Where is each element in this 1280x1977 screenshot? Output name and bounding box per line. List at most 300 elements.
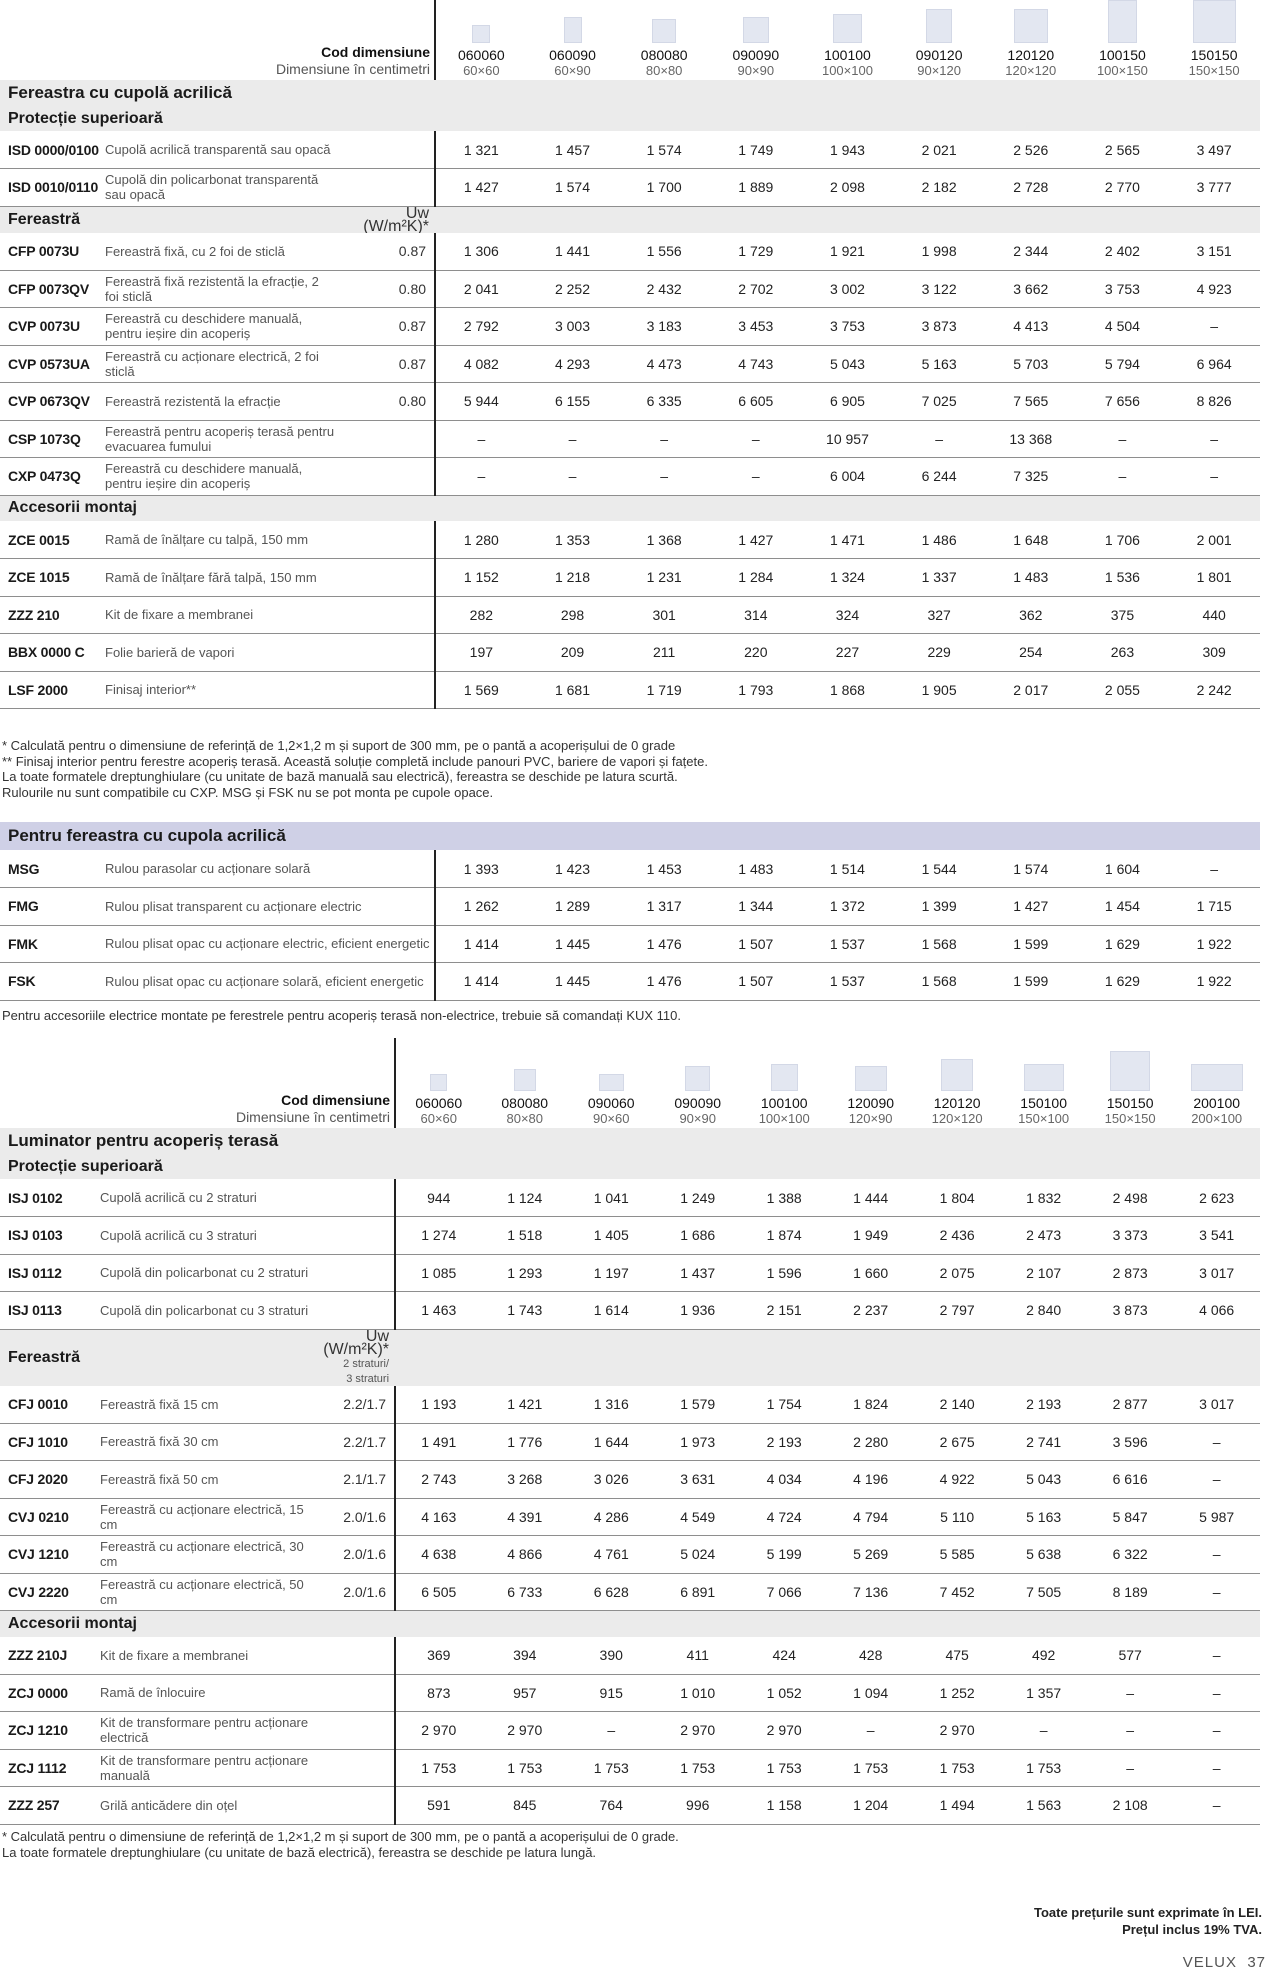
price-cell: – bbox=[618, 420, 710, 458]
uw-value: 0.80 bbox=[335, 383, 435, 421]
price-cell: 1 454 bbox=[1077, 888, 1169, 926]
product-description: Fereastră fixă, cu 2 foi de sticlă bbox=[105, 233, 335, 271]
price-cell: 1 753 bbox=[741, 1749, 827, 1787]
price-cell: 6 628 bbox=[568, 1573, 654, 1611]
price-cell: 301 bbox=[618, 596, 710, 634]
price-cell: 314 bbox=[710, 596, 802, 634]
price-cell: 3 662 bbox=[985, 270, 1077, 308]
price-cell: 428 bbox=[827, 1637, 913, 1675]
product-description: Folie barieră de vapori bbox=[105, 634, 335, 672]
price-cell: 1 753 bbox=[482, 1749, 568, 1787]
dimension-size: 90×90 bbox=[679, 1111, 716, 1126]
table-row bbox=[0, 345, 1260, 383]
price-cell: 5 110 bbox=[914, 1498, 1000, 1536]
price-cell: 2 055 bbox=[1077, 671, 1169, 709]
product-description: Fereastră cu deschidere manuală, pentru ieșire din acoperiș bbox=[105, 308, 335, 346]
price-cell: 2 017 bbox=[985, 671, 1077, 709]
price-cell: 1 357 bbox=[1000, 1674, 1086, 1712]
price-cell: – bbox=[1000, 1712, 1086, 1750]
price-cell: 3 453 bbox=[710, 308, 802, 346]
price-cell: 1 321 bbox=[435, 131, 527, 169]
price-cell: 1 574 bbox=[527, 169, 619, 207]
subsection-top-protection-title: Protecție superioară bbox=[0, 1154, 1260, 1179]
price-cell: 3 753 bbox=[802, 308, 894, 346]
price-cell: 1 604 bbox=[1077, 850, 1169, 888]
table-row bbox=[0, 925, 1260, 963]
uw-value bbox=[335, 634, 435, 672]
uw-value bbox=[335, 420, 435, 458]
price-cell: 1 041 bbox=[568, 1179, 654, 1217]
table-header-row bbox=[0, 1038, 1260, 1128]
price-cell: 2 702 bbox=[710, 270, 802, 308]
page-number: 37 bbox=[1247, 1954, 1266, 1971]
price-cell: 1 293 bbox=[482, 1254, 568, 1292]
table-row bbox=[0, 671, 1260, 709]
subsection-mounting-accessories-title: Accesorii montaj bbox=[0, 495, 1260, 521]
dimension-column bbox=[395, 1038, 481, 1128]
price-cell: 1 922 bbox=[1168, 963, 1260, 1001]
price-cell: 1 793 bbox=[710, 671, 802, 709]
price-cell: 4 724 bbox=[741, 1498, 827, 1536]
price-cell: 5 847 bbox=[1087, 1498, 1173, 1536]
table-row bbox=[0, 1179, 1260, 1217]
uw-value: 0.80 bbox=[335, 270, 435, 308]
price-cell: – bbox=[1173, 1461, 1260, 1499]
dimension-column bbox=[985, 0, 1077, 80]
product-code: FSK bbox=[0, 963, 105, 1001]
dimension-code: 080080 bbox=[501, 1095, 549, 1111]
window-size-icon bbox=[472, 25, 490, 43]
price-cell: 2 741 bbox=[1000, 1423, 1086, 1461]
product-description: Cupolă din policarbonat cu 2 straturi bbox=[100, 1254, 315, 1292]
product-description: Grilă anticădere din oțel bbox=[100, 1787, 315, 1825]
table2-note: Pentru accesoriile electrice montate pe ferestrele pentru acoperiș terasă non-electrice, trebuie să comandați KUX 110. bbox=[2, 1008, 682, 1023]
price-cell: 1 537 bbox=[802, 925, 894, 963]
uw-value bbox=[315, 1712, 395, 1750]
price-cell: 944 bbox=[395, 1179, 481, 1217]
price-cell: 197 bbox=[435, 634, 527, 672]
price-cell: 5 638 bbox=[1000, 1536, 1086, 1574]
table-row bbox=[0, 1423, 1260, 1461]
table-row bbox=[0, 383, 1260, 421]
table-row bbox=[0, 1217, 1260, 1255]
table-row bbox=[0, 596, 1260, 634]
price-cell: 1 629 bbox=[1077, 963, 1169, 1001]
price-cell: 3 268 bbox=[482, 1461, 568, 1499]
price-cell: 2 108 bbox=[1087, 1787, 1173, 1825]
price-cell: 5 269 bbox=[827, 1536, 913, 1574]
price-cell: 6 155 bbox=[527, 383, 619, 421]
price-cell: 7 656 bbox=[1077, 383, 1169, 421]
price-cell: 873 bbox=[395, 1674, 481, 1712]
price-cell: 1 686 bbox=[654, 1217, 740, 1255]
price-cell: 440 bbox=[1168, 596, 1260, 634]
table-row bbox=[0, 1637, 1260, 1675]
price-cell: 2 041 bbox=[435, 270, 527, 308]
window-size-icon bbox=[743, 17, 769, 43]
price-cell: 4 922 bbox=[914, 1461, 1000, 1499]
price-cell: 369 bbox=[395, 1637, 481, 1675]
price-cell: 6 322 bbox=[1087, 1536, 1173, 1574]
price-cell: 375 bbox=[1077, 596, 1169, 634]
price-cell: 1 753 bbox=[1000, 1749, 1086, 1787]
price-cell: 3 873 bbox=[1087, 1292, 1173, 1330]
price-cell: 2 107 bbox=[1000, 1254, 1086, 1292]
window-size-icon bbox=[1110, 1051, 1150, 1091]
price-cell: 1 614 bbox=[568, 1292, 654, 1330]
subsection-mounting-accessories bbox=[0, 495, 1260, 521]
table-row bbox=[0, 1749, 1260, 1787]
uw-layers-label: 2 straturi/ bbox=[343, 1357, 390, 1370]
price-cell: 1 317 bbox=[618, 888, 710, 926]
price-cell: – bbox=[1168, 458, 1260, 496]
dimension-column bbox=[527, 0, 619, 80]
price-cell: 2 140 bbox=[914, 1386, 1000, 1424]
price-cell: 2 792 bbox=[435, 308, 527, 346]
price-cell: – bbox=[435, 420, 527, 458]
dimension-column bbox=[1077, 0, 1169, 80]
price-cell: 4 293 bbox=[527, 345, 619, 383]
price-cell: 1 599 bbox=[985, 963, 1077, 1001]
price-cell: 1 544 bbox=[893, 850, 985, 888]
table-row bbox=[0, 1461, 1260, 1499]
product-description: Fereastră pentru acoperiș terasă pentru evacuarea fumului bbox=[105, 420, 335, 458]
dimension-cm-label: Dimensiune în centimetri bbox=[275, 61, 431, 77]
table-row bbox=[0, 1292, 1260, 1330]
price-cell: 1 556 bbox=[618, 233, 710, 271]
price-cell: 411 bbox=[654, 1637, 740, 1675]
price-cell: 1 494 bbox=[914, 1787, 1000, 1825]
dimension-column bbox=[482, 1038, 568, 1128]
price-cell: 2 436 bbox=[914, 1217, 1000, 1255]
uw-header bbox=[335, 206, 435, 233]
price-cell: 3 873 bbox=[893, 308, 985, 346]
price-cell: 2 498 bbox=[1087, 1179, 1173, 1217]
dimension-size: 80×80 bbox=[506, 1111, 543, 1126]
price-cell: 1 231 bbox=[618, 559, 710, 597]
product-description: Ramă de înălțare fără talpă, 150 mm bbox=[105, 559, 335, 597]
product-description: Fereastră fixă 50 cm bbox=[100, 1461, 315, 1499]
subsection-mounting-accessories-title: Accesorii montaj bbox=[0, 1611, 1260, 1637]
uw-value bbox=[315, 1254, 395, 1292]
product-code: ZCJ 0000 bbox=[0, 1674, 100, 1712]
price-cell: 1 337 bbox=[893, 559, 985, 597]
price-cell: 6 964 bbox=[1168, 345, 1260, 383]
price-cell: 1 262 bbox=[435, 888, 527, 926]
dimension-code: 150100 bbox=[1020, 1095, 1067, 1111]
dimension-code: 090090 bbox=[674, 1095, 722, 1111]
product-description: Cupolă din policarbonat transparentă sau opacă bbox=[105, 169, 335, 207]
price-cell: 1 405 bbox=[568, 1217, 654, 1255]
price-cell: 1 421 bbox=[482, 1386, 568, 1424]
price-cell: 2 001 bbox=[1168, 521, 1260, 559]
price-cell: 1 414 bbox=[435, 925, 527, 963]
table-row bbox=[0, 850, 1260, 888]
uw-value: 2.2/1.7 bbox=[315, 1386, 395, 1424]
uw-value: 2.0/1.6 bbox=[315, 1536, 395, 1574]
dimension-code: 120090 bbox=[847, 1095, 895, 1111]
price-cell: 424 bbox=[741, 1637, 827, 1675]
product-description: Fereastră cu deschidere manuală, pentru ieșire din acoperiș bbox=[105, 458, 335, 496]
uw-label: Uw (W/m²K)* bbox=[323, 1329, 390, 1358]
price-cell: 1 393 bbox=[435, 850, 527, 888]
section-acrylic-dome bbox=[0, 80, 1260, 106]
price-cell: 1 218 bbox=[527, 559, 619, 597]
price-cell: 1 441 bbox=[527, 233, 619, 271]
price-cell: 5 043 bbox=[1000, 1461, 1086, 1499]
price-cell: 492 bbox=[1000, 1637, 1086, 1675]
price-cell: 6 733 bbox=[482, 1573, 568, 1611]
product-description: Rulou plisat opac cu acționare solară, eficient energetic bbox=[105, 963, 435, 1001]
dimension-column bbox=[568, 1038, 654, 1128]
price-currency-note: Toate prețurile sunt exprimate în LEI. bbox=[1033, 1905, 1262, 1920]
subsection-window-title: Fereastră bbox=[0, 1329, 315, 1386]
price-cell: 3 183 bbox=[618, 308, 710, 346]
price-cell: – bbox=[710, 458, 802, 496]
section-accessories-acrylic bbox=[0, 822, 1260, 850]
window-size-icon bbox=[430, 1074, 447, 1091]
price-cell: 3 777 bbox=[1168, 169, 1260, 207]
subsection-window-title: Fereastră bbox=[0, 206, 335, 233]
price-cell: 2 840 bbox=[1000, 1292, 1086, 1330]
price-cell: 1 280 bbox=[435, 521, 527, 559]
price-cell: 1 537 bbox=[802, 963, 894, 1001]
price-cell: – bbox=[1173, 1674, 1260, 1712]
price-cell: 4 866 bbox=[482, 1536, 568, 1574]
table-row bbox=[0, 1498, 1260, 1536]
price-cell: 5 794 bbox=[1077, 345, 1169, 383]
product-description: Kit de transformare pentru acționare electrică bbox=[100, 1712, 315, 1750]
price-cell: 2 252 bbox=[527, 270, 619, 308]
uw-value bbox=[315, 1179, 395, 1217]
price-table-acrylic-dome bbox=[0, 0, 1260, 709]
price-cell: 4 743 bbox=[710, 345, 802, 383]
price-cell: 1 754 bbox=[741, 1386, 827, 1424]
product-description: Fereastră fixă 30 cm bbox=[100, 1423, 315, 1461]
price-vat-note: Prețul inclus 19% TVA. bbox=[1122, 1922, 1262, 1937]
product-code: ZCE 1015 bbox=[0, 559, 105, 597]
price-cell: 3 541 bbox=[1173, 1217, 1260, 1255]
table-row bbox=[0, 458, 1260, 496]
price-cell: 4 761 bbox=[568, 1536, 654, 1574]
price-cell: – bbox=[1173, 1787, 1260, 1825]
price-cell: 1 921 bbox=[802, 233, 894, 271]
uw-value bbox=[315, 1787, 395, 1825]
dimension-size: 120×90 bbox=[848, 1111, 893, 1126]
price-cell: 2 193 bbox=[741, 1423, 827, 1461]
table-row bbox=[0, 1386, 1260, 1424]
product-description: Ramă de înălțare cu talpă, 150 mm bbox=[105, 521, 335, 559]
price-cell: 1 706 bbox=[1077, 521, 1169, 559]
dimension-code: 150150 bbox=[1106, 1095, 1154, 1111]
price-cell: 6 905 bbox=[802, 383, 894, 421]
dimension-size: 60×90 bbox=[554, 63, 591, 78]
price-cell: 282 bbox=[435, 596, 527, 634]
product-code: CXP 0473Q bbox=[0, 458, 105, 496]
price-cell: 3 151 bbox=[1168, 233, 1260, 271]
price-cell: 5 944 bbox=[435, 383, 527, 421]
product-code: ZZZ 210J bbox=[0, 1637, 100, 1675]
price-cell: 7 066 bbox=[741, 1573, 827, 1611]
subsection-mounting-accessories bbox=[0, 1611, 1260, 1637]
table-row bbox=[0, 420, 1260, 458]
dimension-size: 150×100 bbox=[1018, 1111, 1070, 1126]
price-cell: 1 599 bbox=[985, 925, 1077, 963]
price-cell: 1 715 bbox=[1168, 888, 1260, 926]
table-row bbox=[0, 963, 1260, 1001]
price-cell: 298 bbox=[527, 596, 619, 634]
price-cell: – bbox=[827, 1712, 913, 1750]
uw-value bbox=[315, 1637, 395, 1675]
uw-value bbox=[315, 1749, 395, 1787]
product-code: FMK bbox=[0, 925, 105, 963]
table-row bbox=[0, 634, 1260, 672]
price-cell: 1 486 bbox=[893, 521, 985, 559]
price-cell: 4 473 bbox=[618, 345, 710, 383]
price-cell: 2 770 bbox=[1077, 169, 1169, 207]
price-cell: 1 868 bbox=[802, 671, 894, 709]
table-row bbox=[0, 1787, 1260, 1825]
window-size-icon bbox=[1014, 9, 1048, 43]
price-cell: 254 bbox=[985, 634, 1077, 672]
price-cell: – bbox=[1173, 1536, 1260, 1574]
price-cell: 2 473 bbox=[1000, 1217, 1086, 1255]
price-cell: – bbox=[1173, 1423, 1260, 1461]
table-row bbox=[0, 270, 1260, 308]
price-cell: 1 193 bbox=[395, 1386, 481, 1424]
price-cell: 1 719 bbox=[618, 671, 710, 709]
price-cell: 1 753 bbox=[568, 1749, 654, 1787]
price-cell: – bbox=[527, 458, 619, 496]
price-cell: 1 514 bbox=[802, 850, 894, 888]
subsection-top-protection bbox=[0, 1154, 1260, 1179]
price-cell: 2 344 bbox=[985, 233, 1077, 271]
price-cell: 1 832 bbox=[1000, 1179, 1086, 1217]
uw-header bbox=[315, 1329, 395, 1386]
dimension-size: 60×60 bbox=[420, 1111, 458, 1126]
price-cell: 6 616 bbox=[1087, 1461, 1173, 1499]
price-cell: 1 471 bbox=[802, 521, 894, 559]
product-code: FMG bbox=[0, 888, 105, 926]
dimension-size: 100×150 bbox=[1096, 63, 1148, 78]
price-cell: 5 024 bbox=[654, 1536, 740, 1574]
uw-value bbox=[335, 521, 435, 559]
table-row bbox=[0, 888, 1260, 926]
price-cell: 227 bbox=[802, 634, 894, 672]
table-row bbox=[0, 233, 1260, 271]
price-cell: 1 249 bbox=[654, 1179, 740, 1217]
price-cell: 1 644 bbox=[568, 1423, 654, 1461]
product-description: Cupolă acrilică transparentă sau opacă bbox=[105, 131, 335, 169]
subsection-window bbox=[0, 1329, 1260, 1386]
product-description: Rulou parasolar cu acționare solară bbox=[105, 850, 435, 888]
price-cell: 4 082 bbox=[435, 345, 527, 383]
price-cell: 1 445 bbox=[527, 963, 619, 1001]
table-header-row bbox=[0, 0, 1260, 80]
product-description: Cupolă acrilică cu 2 straturi bbox=[100, 1179, 315, 1217]
price-cell: 7 025 bbox=[893, 383, 985, 421]
product-code: CFJ 2020 bbox=[0, 1461, 100, 1499]
price-cell: 2 970 bbox=[482, 1712, 568, 1750]
product-description: Fereastră cu acționare electrică, 30 cm bbox=[100, 1536, 315, 1574]
price-cell: 220 bbox=[710, 634, 802, 672]
price-cell: 4 286 bbox=[568, 1498, 654, 1536]
subsection-window bbox=[0, 206, 1260, 233]
price-cell: 915 bbox=[568, 1674, 654, 1712]
dimension-column bbox=[618, 0, 710, 80]
product-code: ISD 0010/0110 bbox=[0, 169, 105, 207]
price-cell: 4 504 bbox=[1077, 308, 1169, 346]
price-cell: – bbox=[1087, 1712, 1173, 1750]
price-cell: 1 289 bbox=[527, 888, 619, 926]
footnote-line: La toate formatele dreptunghiulare (cu unitate de bază manuală sau electrică), fereastra se deschide pe latura scurtă. bbox=[2, 769, 678, 784]
price-cell: 1 648 bbox=[985, 521, 1077, 559]
price-cell: – bbox=[1168, 850, 1260, 888]
table-row bbox=[0, 131, 1260, 169]
dimension-column bbox=[435, 0, 527, 80]
price-cell: 1 457 bbox=[527, 131, 619, 169]
product-description: Cupolă acrilică cu 3 straturi bbox=[100, 1217, 315, 1255]
price-cell: 1 316 bbox=[568, 1386, 654, 1424]
price-cell: 1 483 bbox=[985, 559, 1077, 597]
dimension-column bbox=[1000, 1038, 1086, 1128]
price-cell: 1 324 bbox=[802, 559, 894, 597]
window-size-icon bbox=[771, 1064, 798, 1091]
product-code: ISJ 0113 bbox=[0, 1292, 100, 1330]
price-cell: 1 563 bbox=[1000, 1787, 1086, 1825]
price-cell: – bbox=[1077, 420, 1169, 458]
price-cell: 2 432 bbox=[618, 270, 710, 308]
price-cell: 1 574 bbox=[618, 131, 710, 169]
dimension-size: 90×90 bbox=[737, 63, 775, 78]
uw-value: 2.2/1.7 bbox=[315, 1423, 395, 1461]
price-cell: 1 158 bbox=[741, 1787, 827, 1825]
price-cell: 5 703 bbox=[985, 345, 1077, 383]
price-cell: 6 891 bbox=[654, 1573, 740, 1611]
product-code: ZZZ 210 bbox=[0, 596, 105, 634]
product-code: MSG bbox=[0, 850, 105, 888]
price-cell: 4 549 bbox=[654, 1498, 740, 1536]
code-dimension-label: Cod dimensiune bbox=[281, 1092, 391, 1108]
price-cell: 764 bbox=[568, 1787, 654, 1825]
window-size-icon bbox=[855, 1066, 887, 1091]
price-cell: – bbox=[710, 420, 802, 458]
price-cell: 2 402 bbox=[1077, 233, 1169, 271]
footer-brand bbox=[1183, 1954, 1266, 1971]
product-code: ISJ 0112 bbox=[0, 1254, 100, 1292]
product-description: Cupolă din policarbonat cu 3 straturi bbox=[100, 1292, 315, 1330]
price-cell: 1 681 bbox=[527, 671, 619, 709]
table-row bbox=[0, 1712, 1260, 1750]
price-cell: 6 244 bbox=[893, 458, 985, 496]
product-description: Fereastră cu acționare electrică, 50 cm bbox=[100, 1573, 315, 1611]
price-cell: 4 794 bbox=[827, 1498, 913, 1536]
table-row bbox=[0, 559, 1260, 597]
price-cell: 8 189 bbox=[1087, 1573, 1173, 1611]
product-code: CSP 1073Q bbox=[0, 420, 105, 458]
window-size-icon bbox=[652, 19, 676, 43]
price-cell: 1 427 bbox=[710, 521, 802, 559]
uw-label: Uw (W/m²K)* bbox=[363, 206, 430, 233]
dimension-code: 060060 bbox=[457, 47, 505, 63]
uw-value bbox=[335, 131, 435, 169]
price-cell: 263 bbox=[1077, 634, 1169, 672]
price-cell: 1 596 bbox=[741, 1254, 827, 1292]
price-cell: 1 905 bbox=[893, 671, 985, 709]
price-cell: 1 536 bbox=[1077, 559, 1169, 597]
price-cell: 3 373 bbox=[1087, 1217, 1173, 1255]
price-cell: 390 bbox=[568, 1637, 654, 1675]
